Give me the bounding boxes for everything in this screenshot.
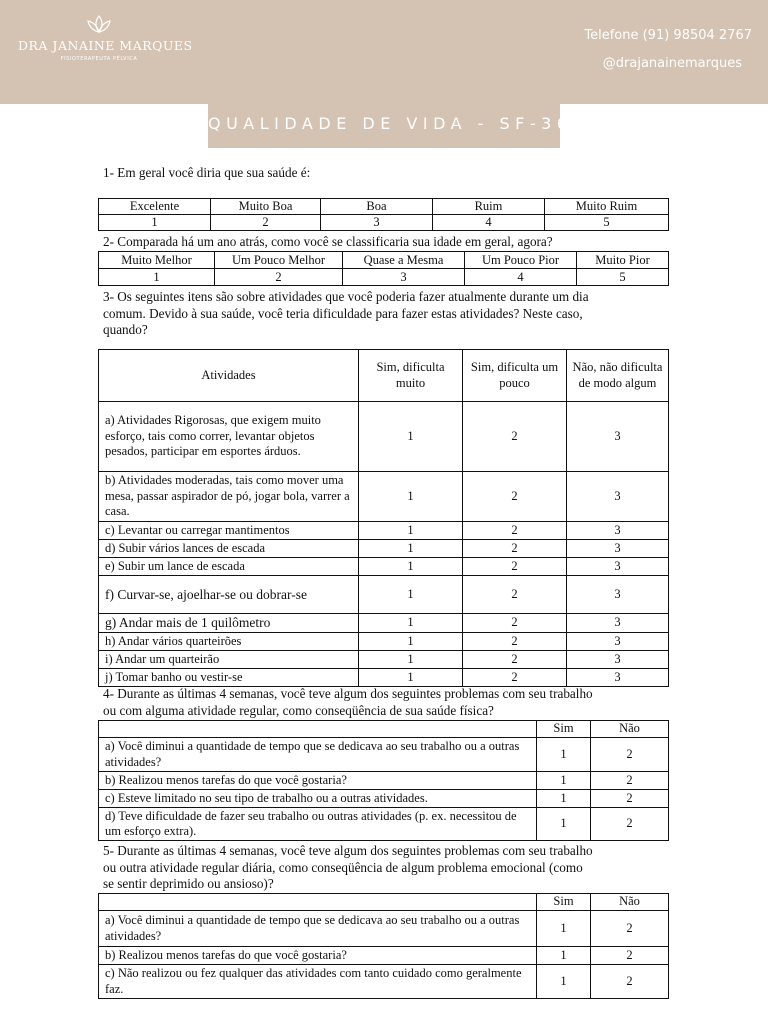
q4-option-nao[interactable]: 2 (591, 790, 669, 808)
q5-item-label: b) Realizou menos tarefas do que você gostaria? (99, 947, 537, 965)
q1-option-5[interactable]: 5 (545, 215, 669, 231)
q3-line: 3- Os seguintes itens são sobre atividades que você poderia fazer atualmente durante um dia (103, 289, 589, 304)
q4-item-label: a) Você diminui a quantidade de tempo que se dedicava ao seu trabalho ou a outras atividades? (99, 738, 537, 772)
q3-option[interactable]: 2 (463, 651, 567, 669)
q3-option[interactable]: 2 (463, 669, 567, 687)
q5-text (103, 843, 680, 893)
q5-item-label: c) Não realizou ou fez qualquer das atividades com tanto cuidado como geralmente faz. (99, 965, 537, 999)
q3-option[interactable]: 3 (567, 576, 669, 614)
q5-option-sim[interactable]: 1 (537, 965, 591, 999)
q3-option[interactable]: 1 (359, 472, 463, 522)
q3-activity-label: g) Andar mais de 1 quilômetro (99, 614, 359, 633)
q5-option-nao[interactable]: 2 (591, 911, 669, 947)
q3-activity-label: f) Curvar-se, ajoelhar-se ou dobrar-se (99, 576, 359, 614)
q1-option-1[interactable]: 1 (99, 215, 211, 231)
logo-name: DRA JANAINE MARQUES (18, 38, 193, 53)
q3-text (103, 289, 680, 339)
q3-option[interactable]: 3 (567, 558, 669, 576)
instagram-handle: @drajanainemarques (602, 56, 742, 71)
q3-option[interactable]: 3 (567, 614, 669, 633)
q2-header-cell: Muito Melhor (99, 252, 215, 269)
q3-option[interactable]: 1 (359, 558, 463, 576)
q3-option[interactable]: 2 (463, 402, 567, 472)
q3-option[interactable]: 1 (359, 651, 463, 669)
q1-option-2[interactable]: 2 (211, 215, 321, 231)
q2-header-cell: Muito Pior (577, 252, 669, 269)
q3-header-cell: Sim, dificulta muito (359, 350, 463, 402)
q4-header-blank (99, 721, 537, 738)
q3-option[interactable]: 1 (359, 633, 463, 651)
q2-header-cell: Um Pouco Melhor (215, 252, 343, 269)
q5-table (98, 893, 669, 999)
q2-option-2[interactable]: 2 (215, 269, 343, 286)
q1-option-3[interactable]: 3 (321, 215, 433, 231)
q2-option-5[interactable]: 5 (577, 269, 669, 286)
phone-text: Telefone (91) 98504 2767 (584, 28, 752, 43)
q5-line: ou outra atividade regular diária, como conseqüência de algum problema emocional (como (103, 859, 583, 875)
q1-option-4[interactable]: 4 (433, 215, 545, 231)
q1-text: 1- Em geral você diria que sua saúde é: (103, 165, 311, 180)
q3-option[interactable]: 1 (359, 669, 463, 687)
q5-header-sim: Sim (537, 894, 591, 911)
q4-item-label: c) Esteve limitado no seu tipo de trabalho ou a outras atividades. (99, 790, 537, 808)
q2-option-1[interactable]: 1 (99, 269, 215, 286)
q4-table (98, 720, 669, 841)
q5-option-sim[interactable]: 1 (537, 911, 591, 947)
q5-line: 5- Durante as últimas 4 semanas, você teve algum dos seguintes problemas com seu trabalho (103, 843, 593, 858)
q5-header-nao: Não (591, 894, 669, 911)
q4-header-sim: Sim (537, 721, 591, 738)
q3-activity-label: d) Subir vários lances de escada (99, 540, 359, 558)
q3-option[interactable]: 2 (463, 614, 567, 633)
q3-activity-label: h) Andar vários quarteirões (99, 633, 359, 651)
q1-header-cell: Boa (321, 199, 433, 215)
q3-header-cell: Sim, dificulta um pouco (463, 350, 567, 402)
q2-table (98, 251, 669, 286)
q5-option-sim[interactable]: 1 (537, 947, 591, 965)
q3-option[interactable]: 1 (359, 540, 463, 558)
q4-option-sim[interactable]: 1 (537, 790, 591, 808)
q3-option[interactable]: 1 (359, 402, 463, 472)
q3-activity-label: i) Andar um quarteirão (99, 651, 359, 669)
q1-header-cell: Ruim (433, 199, 545, 215)
header-bar (0, 0, 768, 104)
q3-option[interactable]: 3 (567, 651, 669, 669)
q2-option-4[interactable]: 4 (465, 269, 577, 286)
q2-header-cell: Um Pouco Pior (465, 252, 577, 269)
q3-option[interactable]: 3 (567, 402, 669, 472)
lotus-icon (82, 14, 116, 36)
q3-option[interactable]: 3 (567, 540, 669, 558)
q4-option-sim[interactable]: 1 (537, 772, 591, 790)
q3-option[interactable]: 2 (463, 633, 567, 651)
q4-header-nao: Não (591, 721, 669, 738)
q3-activity-label: j) Tomar banho ou vestir-se (99, 669, 359, 687)
q4-text (103, 686, 680, 719)
q4-option-sim[interactable]: 1 (537, 738, 591, 772)
q4-option-nao[interactable]: 2 (591, 738, 669, 772)
q3-option[interactable]: 2 (463, 558, 567, 576)
form-title: QUALIDADE DE VIDA - SF-36 (208, 99, 560, 148)
q3-option[interactable]: 3 (567, 669, 669, 687)
q3-option[interactable]: 3 (567, 633, 669, 651)
q2-text: 2- Comparada há um ano atrás, como você se classificaria sua idade em geral, agora? (103, 234, 553, 249)
q4-item-label: d) Teve dificuldade de fazer seu trabalho ou outras atividades (p. ex. necessitou de um esforço extra). (99, 808, 537, 841)
q3-option[interactable]: 1 (359, 614, 463, 633)
q4-line: 4- Durante as últimas 4 semanas, você teve algum dos seguintes problemas com seu trabalho (103, 686, 593, 701)
logo (18, 14, 193, 62)
q5-line: se sentir deprimido ou ansioso)? (103, 876, 274, 891)
q4-option-nao[interactable]: 2 (591, 808, 669, 841)
q3-option[interactable]: 3 (567, 522, 669, 540)
q3-activity-label: a) Atividades Rigorosas, que exigem muito esforço, tais como correr, levantar objetos pesados, participar em esportes árduos. (99, 402, 359, 472)
q3-header-cell: Não, não dificulta de modo algum (567, 350, 669, 402)
q5-option-nao[interactable]: 2 (591, 965, 669, 999)
q4-line: ou com alguma atividade regular, como conseqüência de sua saúde física? (103, 702, 494, 718)
q4-option-nao[interactable]: 2 (591, 772, 669, 790)
q3-option[interactable]: 2 (463, 576, 567, 614)
q3-activity-label: b) Atividades moderadas, tais como mover uma mesa, passar aspirador de pó, jogar bola, varrer a casa. (99, 472, 359, 522)
q1-header-cell: Excelente (99, 199, 211, 215)
q4-option-sim[interactable]: 1 (537, 808, 591, 841)
q1-header-cell: Muito Boa (211, 199, 321, 215)
q3-table (98, 349, 669, 687)
q3-option[interactable]: 2 (463, 540, 567, 558)
q5-item-label: a) Você diminui a quantidade de tempo que se dedicava ao seu trabalho ou a outras atividades? (99, 911, 537, 947)
q3-line: quando? (103, 322, 148, 337)
q5-option-nao[interactable]: 2 (591, 947, 669, 965)
q3-header-activities: Atividades (99, 350, 359, 402)
q2-option-3[interactable]: 3 (343, 269, 465, 286)
logo-subtitle: FISIOTERAPEUTA PÉLVICA (60, 56, 138, 62)
q3-activity-label: c) Levantar ou carregar mantimentos (99, 522, 359, 540)
q3-option[interactable]: 1 (359, 522, 463, 540)
q3-line: comum. Devido à sua saúde, você teria dificuldade para fazer estas atividades? Neste caso, (103, 305, 583, 321)
q3-option[interactable]: 2 (463, 522, 567, 540)
q3-option[interactable]: 3 (567, 472, 669, 522)
q3-activity-label: e) Subir um lance de escada (99, 558, 359, 576)
q3-option[interactable]: 2 (463, 472, 567, 522)
q2-header-cell: Quase a Mesma (343, 252, 465, 269)
q3-option[interactable]: 1 (359, 576, 463, 614)
q1-table (98, 198, 669, 231)
q1-header-cell: Muito Ruim (545, 199, 669, 215)
q4-item-label: b) Realizou menos tarefas do que você gostaria? (99, 772, 537, 790)
q5-header-blank (99, 894, 537, 911)
